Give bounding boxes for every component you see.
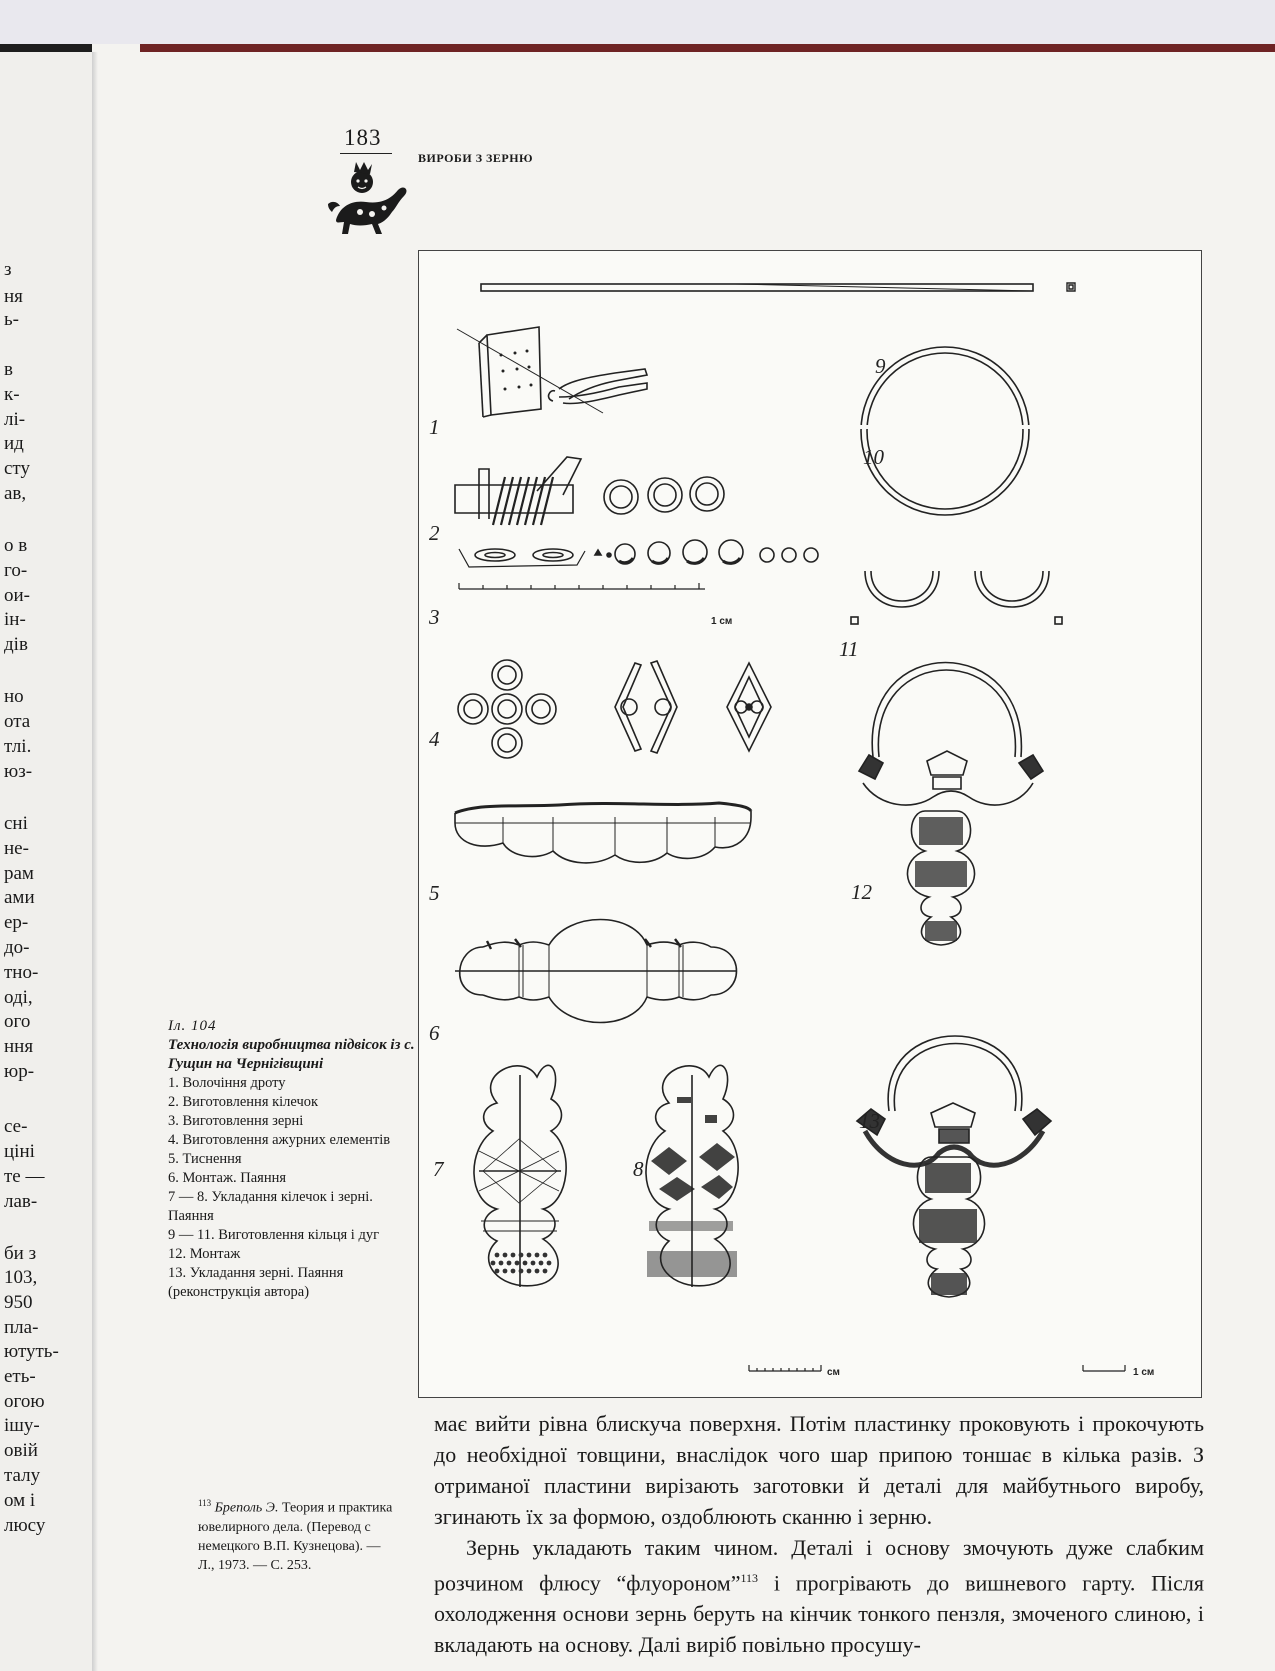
fig-label-8: 8 <box>633 1157 644 1181</box>
caption-title: Технологія виробництва підвісок із с. Гущин на Чернігівщині <box>168 1037 415 1072</box>
body-text <box>434 1408 1204 1660</box>
left-page-text-fragment: 950 <box>4 1292 33 1313</box>
fig-label-10: 10 <box>863 445 884 469</box>
book-cover-edge <box>140 44 1275 52</box>
footnote-text: Теория и практика ювелирного дела. (Перевод с немецкого В.П. Кузнецова). — Л., 1973. — С. 253. <box>198 1500 393 1573</box>
left-page-text-fragment: 103, <box>4 1267 38 1288</box>
running-head: ВИРОБИ З ЗЕРНЮ <box>418 151 534 165</box>
left-page-text-fragment: сту <box>4 458 30 479</box>
left-page-text-fragment: лав- <box>4 1191 38 1212</box>
left-page-text-fragment: ня <box>4 286 23 307</box>
fig-label-9: 9 <box>875 354 886 378</box>
left-page-text-fragment: ння <box>4 1036 34 1057</box>
bead-7 <box>474 1065 566 1287</box>
left-page-text-fragment: лі- <box>4 409 26 430</box>
scan-background-top <box>0 0 1275 44</box>
left-page-text-fragment: ид <box>4 433 24 454</box>
scale-bar-3 <box>459 583 705 589</box>
left-page-text-fragment: ого <box>4 1011 31 1032</box>
stamped-halves <box>455 803 751 863</box>
bead-8 <box>646 1065 738 1287</box>
left-page-text-fragment: ав, <box>4 483 27 504</box>
paragraph-text: Зернь укладають таким чином. Деталі і основу змочують дуже слабким розчином флюсу “флуороном” <box>434 1535 1204 1596</box>
footnote-ref: 113 <box>740 1571 759 1585</box>
left-page-text-fragment: юр- <box>4 1061 35 1082</box>
left-page-text-fragment: люсу <box>4 1515 46 1536</box>
left-page-text-fragment: овій <box>4 1440 38 1461</box>
header-rule <box>340 153 392 154</box>
drawn-wire <box>481 283 1075 291</box>
left-page-text-fragment: рам <box>4 863 34 884</box>
fig-label-11: 11 <box>839 637 859 661</box>
left-page-text-fragment: юз- <box>4 761 33 782</box>
fig-label-12: 12 <box>851 880 872 904</box>
left-page-text-fragment: тлі. <box>4 736 32 757</box>
left-page-text-fragment: не- <box>4 838 29 859</box>
fig-label-3: 3 <box>429 605 440 629</box>
fig-label-7: 7 <box>433 1157 444 1181</box>
left-page-text-fragment: ютуть- <box>4 1341 59 1362</box>
paragraph-text: і прогрівають до вишневого гарту. Після охолодження основи зернь беруть на кінчик тонкого пензля, змоченого слиною, і вкладають на основу. Далі виріб повільно просушу- <box>434 1570 1204 1658</box>
left-page-text-fragment: о в <box>4 535 28 556</box>
caption-item: 1. Волочіння дроту <box>168 1075 286 1091</box>
left-page-text-fragment: ер- <box>4 912 29 933</box>
footnote <box>198 1494 398 1575</box>
caption-item: 3. Виготовлення зерні <box>168 1113 304 1129</box>
caption-item: 6. Монтаж. Паяння <box>168 1170 287 1186</box>
scale-label-13: 1 см <box>1133 1367 1155 1378</box>
caption-item: 5. Тиснення <box>168 1151 242 1167</box>
left-page-text-fragment: еть- <box>4 1366 36 1387</box>
left-page-text-fragment: ота <box>4 711 31 732</box>
footnote-author: Бреполь Э. <box>214 1500 279 1516</box>
fig-label-13: 13 <box>859 1109 880 1133</box>
left-page-text-fragment: з <box>4 259 12 280</box>
fig-label-4: 4 <box>429 727 440 751</box>
illustration-plate <box>418 250 1202 1398</box>
caption-item: 12. Монтаж <box>168 1246 241 1262</box>
fig-label-5: 5 <box>429 881 440 905</box>
fig-label-2: 2 <box>429 521 440 545</box>
caption-item: 2. Виготовлення кілечок <box>168 1094 319 1110</box>
footnote-number: 113 <box>198 1498 212 1508</box>
left-page-text-fragment: ами <box>4 887 35 908</box>
left-page-text-fragment: ои- <box>4 585 30 606</box>
book-gutter <box>92 52 98 1671</box>
left-page-text-fragment: оді, <box>4 987 33 1008</box>
left-page-text-fragment: дів <box>4 634 28 655</box>
left-page-text-fragment: ішу- <box>4 1415 40 1436</box>
openwork-elements <box>458 660 771 758</box>
technology-drawings <box>419 251 1201 1397</box>
left-page-text-fragment: к- <box>4 384 20 405</box>
caption-item: 7 — 8. Укладання кілечок і зерні. Паяння <box>168 1189 373 1224</box>
paragraph: має вийти рівна блискуча поверхня. Потім пластинку проковують і прокочують до необхідної товщини, внаслідок чого шар припою тоншає в кілька разів. З отриманої пластини вирізають заготовки й деталі для майбутнього виробу, згинають їх за формою, оздоблюють сканню і зерню. <box>434 1411 1204 1529</box>
left-page <box>0 52 92 1671</box>
left-page-text-fragment: в <box>4 359 13 380</box>
left-page-text-fragment: огою <box>4 1391 45 1412</box>
paragraph <box>434 1532 1204 1660</box>
granules-row <box>459 540 818 567</box>
scale-bar-13 <box>1083 1365 1125 1371</box>
page-number: 183 <box>344 125 382 150</box>
pendant-13 <box>857 1036 1051 1297</box>
scale-bar-8 <box>749 1365 821 1371</box>
left-page-text-fragment: би з <box>4 1243 37 1264</box>
assembled-bead <box>455 920 737 1023</box>
left-page-text-fragment: талу <box>4 1465 41 1486</box>
caption-item: 9 — 11. Виготовлення кільця і дуг <box>168 1227 380 1243</box>
scale-label-3: 1 см <box>711 616 733 627</box>
drawplate-and-pliers <box>457 327 647 417</box>
left-page-text-fragment: ціні <box>4 1141 35 1162</box>
scale-label-8: см <box>827 1367 840 1378</box>
left-page-text-fragment: до- <box>4 937 30 958</box>
griffin-emblem-icon <box>326 160 412 238</box>
left-page-text-fragment: но <box>4 686 24 707</box>
left-page-text-fragment: се- <box>4 1116 28 1137</box>
fig-label-1: 1 <box>429 415 440 439</box>
left-page-text-fragment: пла- <box>4 1317 39 1338</box>
arcs-11 <box>851 571 1062 624</box>
left-page-text-fragment: тно- <box>4 962 39 983</box>
caption-item: 4. Виготовлення ажурних елементів <box>168 1132 391 1148</box>
left-page-text-fragment: ом і <box>4 1490 36 1511</box>
left-page-text-fragment: сні <box>4 813 28 834</box>
caption-label: Іл. 104 <box>168 1018 217 1034</box>
left-page-text-fragment: ь- <box>4 309 19 330</box>
coiling-rings <box>455 457 724 525</box>
caption-item: 13. Укладання зерні. Паяння (реконструкція автора) <box>168 1265 344 1300</box>
figure-caption <box>168 1017 418 1302</box>
left-page-text-fragment: те — <box>4 1166 45 1187</box>
pendant-12 <box>859 663 1043 946</box>
left-page-text-fragment: го- <box>4 560 28 581</box>
fig-label-6: 6 <box>429 1021 440 1045</box>
left-page-text-fragment: ін- <box>4 609 26 630</box>
